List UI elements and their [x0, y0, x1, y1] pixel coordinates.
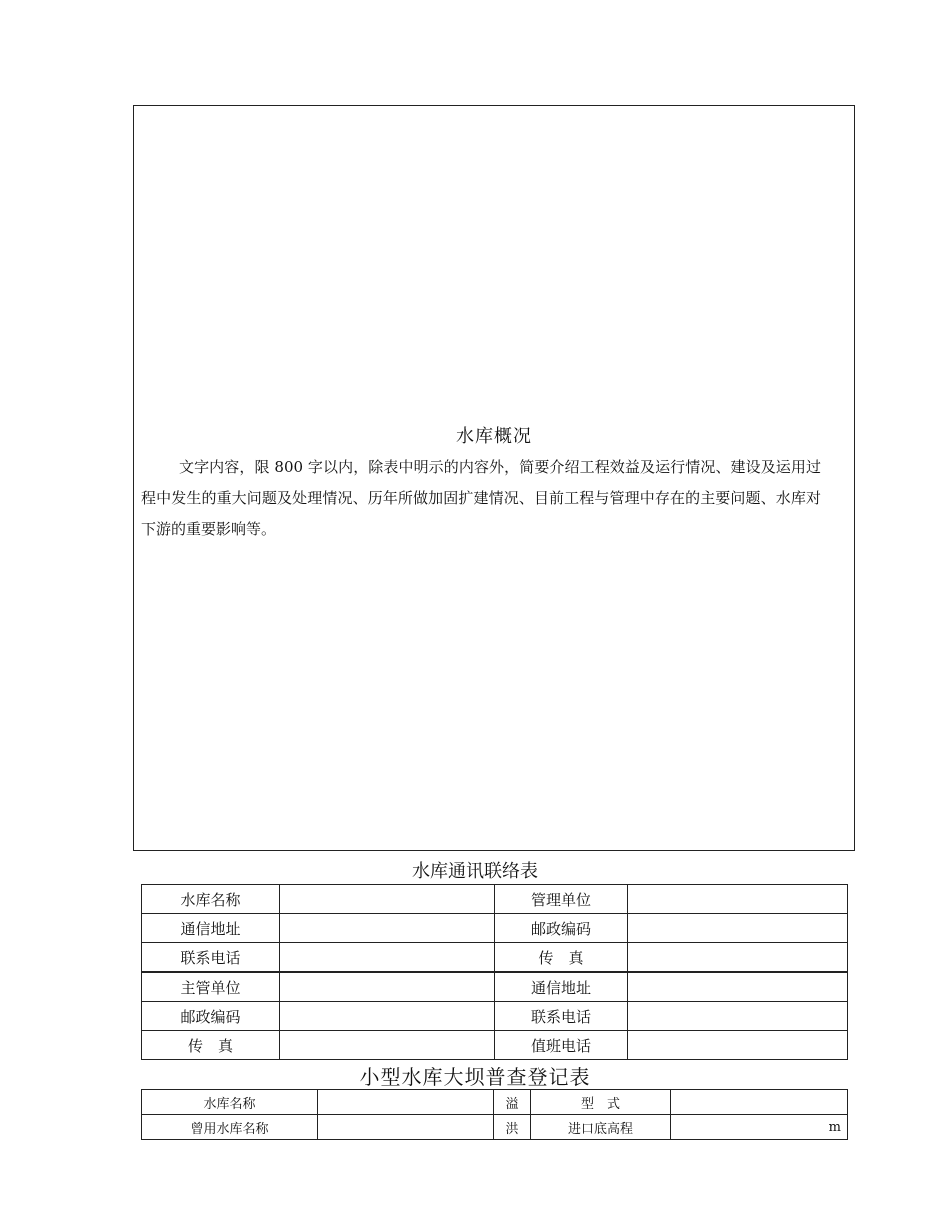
register-table [141, 1089, 848, 1140]
value-cell[interactable] [280, 914, 495, 943]
value-cell[interactable] [280, 943, 495, 973]
label-cell: 曾用水库名称 [142, 1115, 318, 1140]
table-row [142, 914, 848, 943]
label-cell: 值班电话 [495, 1031, 628, 1060]
label-cell: 水库名称 [142, 1090, 318, 1115]
label-cell: 联系电话 [495, 1002, 628, 1031]
value-cell[interactable] [628, 972, 848, 1002]
value-cell[interactable] [318, 1115, 494, 1140]
table-row [142, 1031, 848, 1060]
overview-instructions: 文字内容，限 800 字以内，除表中明示的内容外，简要介绍工程效益及运行情况、建设及运用过程中发生的重大问题及处理情况、历年所做加固扩建情况、目前工程与管理中存在的主要问题、水库对下游的重要影响等。 [141, 458, 821, 538]
table-row [142, 1002, 848, 1031]
label-cell: 管理单位 [495, 885, 628, 914]
table-row [142, 885, 848, 914]
spillway-label-cell: 溢 [494, 1090, 531, 1115]
label-cell: 传 真 [495, 943, 628, 973]
value-cell-with-unit[interactable]: m [671, 1115, 848, 1140]
value-cell[interactable] [628, 914, 848, 943]
value-cell[interactable] [628, 943, 848, 973]
label-cell: 邮政编码 [142, 1002, 280, 1031]
label-cell: 通信地址 [142, 914, 280, 943]
value-cell[interactable] [628, 885, 848, 914]
label-cell: 主管单位 [142, 972, 280, 1002]
value-cell[interactable] [628, 1002, 848, 1031]
table-row [142, 1115, 848, 1140]
contact-table-title: 水库通讯联络表 [412, 861, 538, 882]
reservoir-overview-box [133, 105, 855, 851]
label-cell: 联系电话 [142, 943, 280, 973]
value-cell[interactable] [318, 1090, 494, 1115]
table-row [142, 1090, 848, 1115]
value-cell[interactable] [280, 972, 495, 1002]
value-cell[interactable] [280, 1031, 495, 1060]
register-table-title: 小型水库大坝普查登记表 [359, 1065, 591, 1089]
label-cell: 水库名称 [142, 885, 280, 914]
label-cell: 传 真 [142, 1031, 280, 1060]
label-cell: 邮政编码 [495, 914, 628, 943]
label-cell: 型 式 [531, 1090, 671, 1115]
overview-title: 水库概况 [456, 426, 532, 447]
label-cell: 通信地址 [495, 972, 628, 1002]
table-row [142, 943, 848, 973]
spillway-label-cell: 洪 [494, 1115, 531, 1140]
value-cell[interactable] [671, 1090, 848, 1115]
value-cell[interactable] [628, 1031, 848, 1060]
label-cell: 进口底高程 [531, 1115, 671, 1140]
table-row [142, 972, 848, 1002]
contact-table [141, 884, 848, 1060]
value-cell[interactable] [280, 1002, 495, 1031]
value-cell[interactable] [280, 885, 495, 914]
